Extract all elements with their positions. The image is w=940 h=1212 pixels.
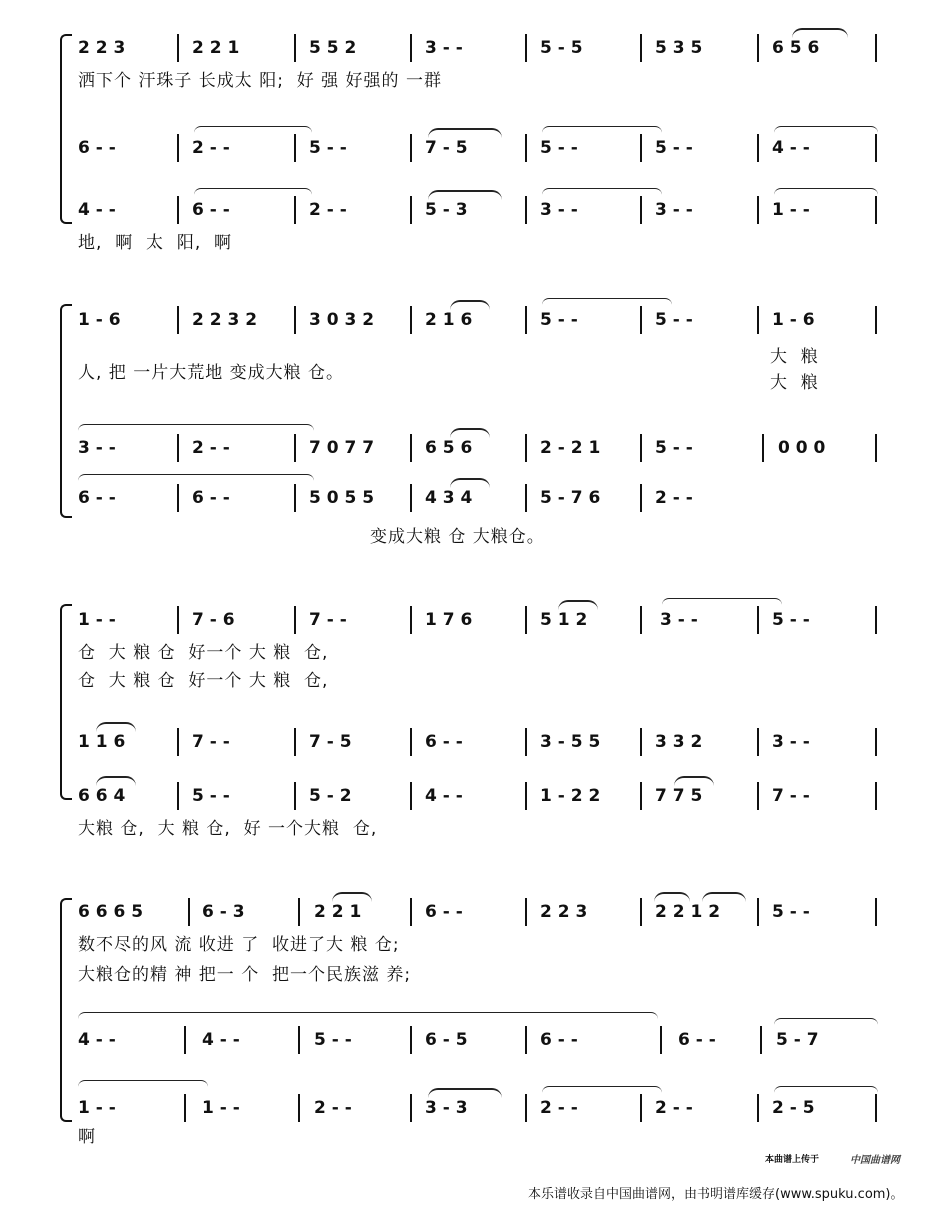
barline [294,728,296,756]
measure: 2 - 5 [772,1098,815,1118]
barline [757,134,759,162]
measure: 2 2 3 [540,902,588,922]
measure: 2 - 2 1 [540,438,601,458]
measure: 2 2 1 [314,902,362,922]
barline [875,728,877,756]
measure: 2 - - [655,1098,693,1118]
measure: 3 - - [655,200,693,220]
measure: 1 - 6 [772,310,815,330]
barline [875,196,877,224]
staff-line-alto [78,434,878,462]
lyric-line: 大 粮 [770,373,819,393]
barline [410,606,412,634]
measure: 3 0 3 2 [309,310,375,330]
barline [294,484,296,512]
barline [640,898,642,926]
barline [757,898,759,926]
barline [294,196,296,224]
barline [757,728,759,756]
staff-line-alto [78,728,878,756]
barline [757,34,759,62]
measure: 7 - 5 [425,138,468,158]
measure: 1 - - [78,1098,116,1118]
tie [662,598,782,605]
tie [78,474,314,481]
lyric-line: 变成大粮 仓 大粮仓。 [370,527,545,547]
barline [410,1026,412,1054]
measure: 3 3 2 [655,732,703,752]
measure: 2 2 3 [78,38,126,58]
barline [298,1026,300,1054]
measure: 6 5 6 [772,38,820,58]
staff-line-alto [78,1026,878,1054]
barline [640,606,642,634]
barline [298,898,300,926]
barline [294,782,296,810]
measure: 5 - - [655,310,693,330]
measure: 2 - - [540,1098,578,1118]
system-brace [60,898,72,1122]
barline [640,728,642,756]
barline [294,134,296,162]
slur [450,428,490,438]
measure: 7 - - [309,610,347,630]
measure: 2 2 1 2 [655,902,721,922]
measure: 6 - - [425,732,463,752]
measure: 6 - - [425,902,463,922]
barline [294,306,296,334]
measure: 2 - - [655,488,693,508]
measure: 5 - 3 [425,200,468,220]
lyric-line: 仓 大 粮 仓 好一个 大 粮 仓, [78,643,329,663]
barline [410,484,412,512]
tie [542,126,662,133]
measure: 1 - - [772,200,810,220]
barline [410,196,412,224]
staff-line-soprano [78,34,878,62]
tie [774,1086,878,1093]
measure: 1 - - [78,610,116,630]
barline [184,1026,186,1054]
slur [702,892,746,902]
barline [875,782,877,810]
staff-line-bass [78,1094,878,1122]
barline [177,306,179,334]
barline [525,728,527,756]
tie [774,188,878,195]
barline [525,484,527,512]
measure: 6 - - [78,488,116,508]
barline [875,34,877,62]
measure: 1 - 6 [78,310,121,330]
slur [674,776,714,786]
barline [177,134,179,162]
measure: 2 - - [314,1098,352,1118]
slur [428,190,502,200]
barline [410,434,412,462]
barline [525,1094,527,1122]
measure: 3 - - [540,200,578,220]
barline [410,898,412,926]
barline [525,606,527,634]
measure: 5 - - [540,138,578,158]
measure: 6 - - [678,1030,716,1050]
measure: 7 7 5 [655,786,703,806]
tie [542,1086,662,1093]
barline [177,34,179,62]
measure: 3 - 5 5 [540,732,601,752]
lyric-line: 大粮仓的精 神 把一 个 把一个民族滋 养; [78,965,412,985]
measure: 5 1 2 [540,610,588,630]
measure: 1 7 6 [425,610,473,630]
lyric-line: 数不尽的风 流 收进 了 收进了大 粮 仓; [78,935,400,955]
tie [194,188,312,195]
measure: 5 - - [309,138,347,158]
tie [78,1012,658,1019]
staff-line-soprano [78,606,878,634]
barline [410,34,412,62]
lyric-line: 大粮 仓, 大 粮 仓, 好 一个大粮 仓, [78,819,378,839]
barline [177,728,179,756]
system-brace [60,34,72,224]
barline [762,434,764,462]
staff-line-bass [78,782,878,810]
measure: 7 0 7 7 [309,438,375,458]
barline [177,434,179,462]
lyric-line: 人, 把 一片大荒地 变成大粮 仓。 [78,363,345,383]
barline [640,34,642,62]
measure: 5 - - [655,138,693,158]
measure: 2 1 6 [425,310,473,330]
barline [875,606,877,634]
measure: 4 - - [202,1030,240,1050]
slur [428,1088,502,1098]
measure: 5 0 5 5 [309,488,375,508]
barline [294,434,296,462]
barline [294,34,296,62]
barline [640,196,642,224]
measure: 2 2 3 2 [192,310,258,330]
barline [875,306,877,334]
measure: 6 - - [78,138,116,158]
barline [640,434,642,462]
barline [188,898,190,926]
measure: 6 - 3 [202,902,245,922]
measure: 2 - - [192,438,230,458]
barline [875,898,877,926]
slur [558,600,598,610]
measure: 5 - 5 [540,38,583,58]
slur [792,28,848,38]
barline [410,782,412,810]
barline [875,134,877,162]
barline [875,434,877,462]
measure: 6 6 6 5 [78,902,144,922]
measure: 5 - - [540,310,578,330]
measure: 2 - - [192,138,230,158]
barline [177,484,179,512]
staff-line-bass [78,196,878,224]
staff-line-soprano [78,898,878,926]
measure: 0 0 0 [778,438,826,458]
measure: 5 - - [314,1030,352,1050]
measure: 1 - 2 2 [540,786,601,806]
barline [757,606,759,634]
barline [757,782,759,810]
lyric-line: 洒下个 汗珠子 长成太 阳; 好 强 好强的 一群 [78,71,442,91]
barline [177,606,179,634]
measure: 6 6 4 [78,786,126,806]
tie [774,1018,878,1025]
measure: 2 - - [309,200,347,220]
measure: 5 - 7 6 [540,488,601,508]
slur [96,722,136,732]
upload-note: 本曲谱上传于 [765,1155,820,1165]
slur [450,300,490,310]
barline [640,484,642,512]
slur [428,128,502,138]
measure: 3 - - [660,610,698,630]
slur [654,892,690,902]
measure: 4 - - [78,1030,116,1050]
barline [410,306,412,334]
system-brace [60,604,72,800]
barline [184,1094,186,1122]
barline [525,134,527,162]
barline [640,306,642,334]
barline [640,134,642,162]
measure: 7 - - [192,732,230,752]
measure: 7 - - [772,786,810,806]
barline [640,782,642,810]
measure: 3 - - [425,38,463,58]
tie [194,126,312,133]
measure: 4 - - [78,200,116,220]
barline [875,1094,877,1122]
tie [774,126,878,133]
barline [757,1094,759,1122]
slur [332,892,372,902]
measure: 2 2 1 [192,38,240,58]
source-credit: 本乐谱收录自中国曲谱网，由书明谱库缓存(www.spuku.com)。 [528,1187,904,1202]
tie [542,298,672,305]
system-brace [60,304,72,518]
barline [177,196,179,224]
measure: 3 - - [772,732,810,752]
measure: 4 3 4 [425,488,473,508]
barline [525,898,527,926]
measure: 5 - - [772,610,810,630]
tie [542,188,662,195]
measure: 5 - - [655,438,693,458]
barline [177,782,179,810]
measure: 4 - - [772,138,810,158]
staff-line-bass [78,484,878,512]
measure: 5 - - [772,902,810,922]
slur [96,776,136,786]
tie [78,424,314,431]
barline [410,134,412,162]
measure: 1 - - [202,1098,240,1118]
barline [525,434,527,462]
measure: 1 1 6 [78,732,126,752]
measure: 5 - 7 [776,1030,819,1050]
barline [660,1026,662,1054]
slur [450,478,490,488]
measure: 5 3 5 [655,38,703,58]
measure: 3 - - [78,438,116,458]
measure: 5 5 2 [309,38,357,58]
barline [525,34,527,62]
measure: 6 5 6 [425,438,473,458]
barline [640,1094,642,1122]
measure: 7 - 5 [309,732,352,752]
measure: 5 - 2 [309,786,352,806]
staff-line-soprano [78,306,878,334]
measure: 6 - - [192,488,230,508]
barline [757,306,759,334]
barline [525,196,527,224]
measure: 6 - 5 [425,1030,468,1050]
measure: 6 - - [540,1030,578,1050]
barline [525,306,527,334]
barline [298,1094,300,1122]
barline [757,196,759,224]
lyric-line: 大 粮 [770,347,819,367]
measure: 3 - 3 [425,1098,468,1118]
lyric-line: 仓 大 粮 仓 好一个 大 粮 仓, [78,671,329,691]
lyric-line: 啊 [78,1127,96,1147]
barline [525,1026,527,1054]
barline [410,1094,412,1122]
lyric-line: 地, 啊 太 阳, 啊 [78,233,233,253]
measure: 7 - 6 [192,610,235,630]
measure: 5 - - [192,786,230,806]
staff-line-alto [78,134,878,162]
barline [525,782,527,810]
barline [760,1026,762,1054]
tie [78,1080,208,1087]
barline [410,728,412,756]
measure: 6 - - [192,200,230,220]
measure: 4 - - [425,786,463,806]
site-logo: 中国曲谱网 [850,1155,900,1166]
barline [294,606,296,634]
